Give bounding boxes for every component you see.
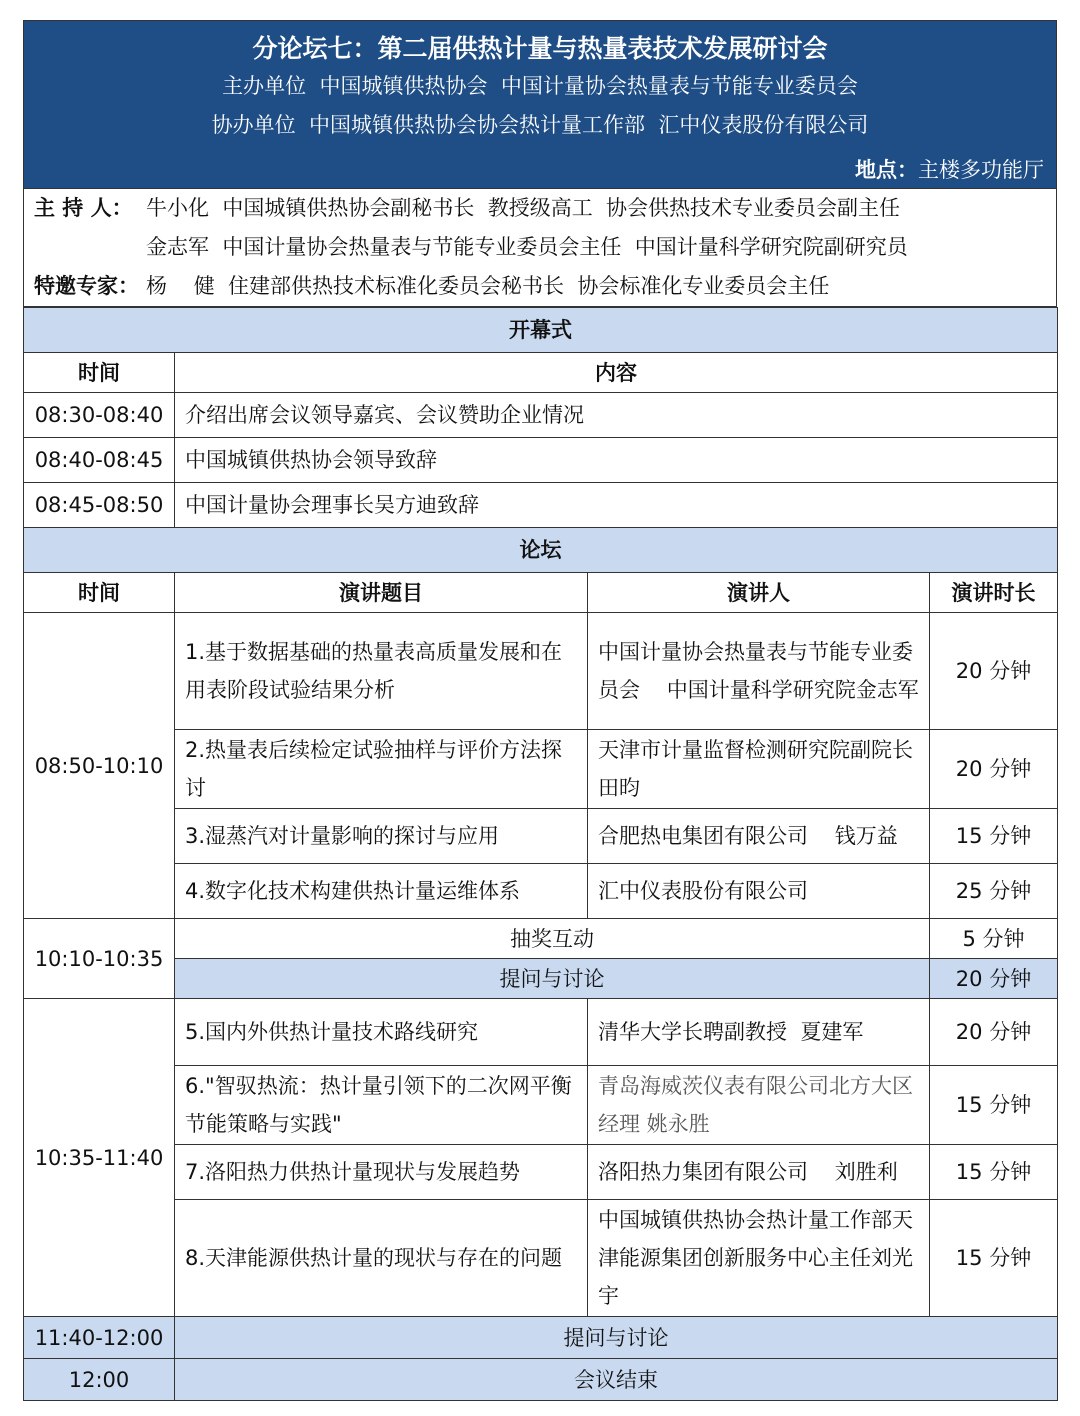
section-opening: 开幕式	[24, 308, 1058, 353]
column-header-duration: 演讲时长	[930, 573, 1058, 613]
talk-topic-3: 3.湿蒸汽对计量影响的探讨与应用	[175, 809, 588, 864]
agenda-document	[23, 20, 1057, 1401]
opening-time-3: 08:45-08:50	[24, 483, 175, 528]
column-header-topic: 演讲题目	[175, 573, 588, 613]
closing-item: 会议结束	[175, 1359, 1058, 1401]
column-header-content: 内容	[175, 353, 1058, 393]
opening-content-2: 中国城镇供热协会领导致辞	[175, 438, 1058, 483]
organizer-line: 主办单位 中国城镇供热协会 中国计量协会热量表与节能专业委员会	[222, 74, 858, 98]
talk-speaker-1: 中国计量协会热量表与节能专业委员会 中国计量科学研究院金志军	[588, 613, 930, 730]
page-title: 分论坛七：第二届供热计量与热量表技术发展研讨会	[252, 34, 828, 63]
host-1: 牛小化 中国城镇供热协会副秘书长 教授级高工 协会供热技术专业委员会副主任	[146, 196, 901, 220]
session-time-1: 08:50-10:10	[24, 613, 175, 919]
co-organizer-line: 协办单位 中国城镇供热协会协会热计量工作部 汇中仪表股份有限公司	[211, 113, 869, 137]
opening-time-1: 08:30-08:40	[24, 393, 175, 438]
talk-topic-5: 5.国内外供热计量技术路线研究	[175, 999, 588, 1066]
opening-time-2: 08:40-08:45	[24, 438, 175, 483]
talk-duration-7: 15 分钟	[930, 1145, 1058, 1200]
location	[855, 154, 1044, 184]
expert: 杨 健 住建部供热技术标准化委员会秘书长 协会标准化专业委员会主任	[146, 274, 830, 298]
qa-item-1: 提问与讨论	[175, 959, 930, 999]
location-value: 主楼多功能厅	[918, 158, 1044, 182]
talk-topic-2: 2.热量表后续检定试验抽样与评价方法探讨	[175, 730, 588, 809]
session-time-2: 10:10-10:35	[24, 919, 175, 999]
qa-item-2: 提问与讨论	[175, 1317, 1058, 1359]
talk-speaker-3: 合肥热电集团有限公司 钱万益	[588, 809, 930, 864]
talk-speaker-6: 青岛海威茨仪表有限公司北方大区经理 姚永胜	[588, 1066, 930, 1145]
end-time: 12:00	[24, 1359, 175, 1401]
opening-content-3: 中国计量协会理事长吴方迪致辞	[175, 483, 1058, 528]
agenda-table	[23, 307, 1058, 1401]
lottery-item: 抽奖互动	[175, 919, 930, 959]
talk-duration-8: 15 分钟	[930, 1200, 1058, 1317]
hosts-block	[23, 189, 1057, 307]
talk-topic-1: 1.基于数据基础的热量表高质量发展和在用表阶段试验结果分析	[175, 613, 588, 730]
talk-topic-6: 6."智驭热流：热计量引领下的二次网平衡节能策略与实践"	[175, 1066, 588, 1145]
talk-speaker-2: 天津市计量监督检测研究院副院长 田昀	[588, 730, 930, 809]
section-forum: 论坛	[24, 528, 1058, 573]
talk-duration-5: 20 分钟	[930, 999, 1058, 1066]
qa-time-2: 11:40-12:00	[24, 1317, 175, 1359]
talk-topic-4: 4.数字化技术构建供热计量运维体系	[175, 864, 588, 919]
opening-content-1: 介绍出席会议领导嘉宾、会议赞助企业情况	[175, 393, 1058, 438]
talk-duration-1: 20 分钟	[930, 613, 1058, 730]
lottery-duration: 5 分钟	[930, 919, 1058, 959]
qa-duration-1: 20 分钟	[930, 959, 1058, 999]
talk-duration-2: 20 分钟	[930, 730, 1058, 809]
column-header-speaker: 演讲人	[588, 573, 930, 613]
talk-topic-8: 8.天津能源供热计量的现状与存在的问题	[175, 1200, 588, 1317]
talk-duration-4: 25 分钟	[930, 864, 1058, 919]
host-2: 金志军 中国计量协会热量表与节能专业委员会主任 中国计量科学研究院副研究员	[146, 235, 908, 259]
agenda-header	[23, 20, 1057, 189]
host-label: 主 持 人：	[34, 196, 133, 220]
talk-speaker-7: 洛阳热力集团有限公司 刘胜利	[588, 1145, 930, 1200]
talk-duration-3: 15 分钟	[930, 809, 1058, 864]
column-header-time: 时间	[24, 573, 175, 613]
location-label: 地点：	[855, 158, 918, 182]
talk-topic-7: 7.洛阳热力供热计量现状与发展趋势	[175, 1145, 588, 1200]
talk-speaker-5: 清华大学长聘副教授 夏建军	[588, 999, 930, 1066]
session-time-3: 10:35-11:40	[24, 999, 175, 1317]
talk-duration-6: 15 分钟	[930, 1066, 1058, 1145]
talk-speaker-8: 中国城镇供热协会热计量工作部天津能源集团创新服务中心主任刘光宇	[588, 1200, 930, 1317]
expert-label: 特邀专家：	[34, 274, 139, 298]
talk-speaker-4: 汇中仪表股份有限公司	[588, 864, 930, 919]
column-header-time: 时间	[24, 353, 175, 393]
